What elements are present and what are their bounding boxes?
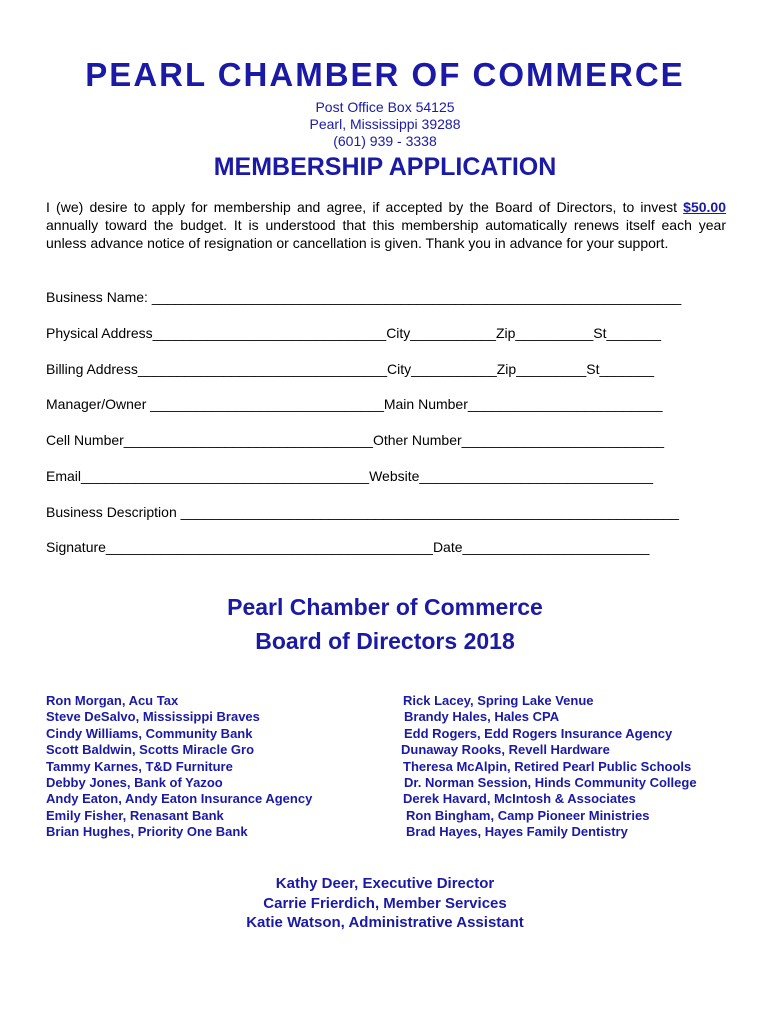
director-item: Theresa McAlpin, Retired Pearl Public Schools — [403, 758, 692, 774]
director-item: Scott Baldwin, Scotts Miracle Gro — [46, 742, 255, 758]
directors-left-column — [46, 693, 312, 841]
director-item: Ron Bingham, Camp Pioneer Ministries — [406, 807, 650, 823]
director-item: Andy Eaton, Andy Eaton Insurance Agency — [46, 791, 313, 807]
staff-item: Katie Watson, Administrative Assistant — [246, 914, 524, 931]
signature-date-field[interactable]: Signature__________________________________________Date________________________ — [46, 539, 650, 555]
director-item: Brian Hughes, Priority One Bank — [46, 824, 248, 840]
business-description-field[interactable]: Business Description ________________________________________________________________ — [46, 504, 679, 520]
cell-number-field[interactable]: Cell Number________________________________Other Number__________________________ — [46, 432, 665, 448]
email-website-field[interactable]: Email_____________________________________Website______________________________ — [46, 468, 653, 484]
director-item: Dunaway Rooks, Revell Hardware — [401, 742, 610, 758]
director-item: Edd Rogers, Edd Rogers Insurance Agency — [404, 725, 673, 741]
membership-fee: $50.00 — [683, 199, 726, 215]
director-item: Rick Lacey, Spring Lake Venue — [403, 693, 594, 708]
form-title: MEMBERSHIP APPLICATION — [213, 153, 557, 181]
organization-title: PEARL CHAMBER OF COMMERCE — [85, 56, 685, 93]
intro-text-end: annually toward the budget. It is understood that this membership automatically renews itself each year unless advance notice of resignation or cancellation is given. Thank you in advance for your support. — [46, 217, 726, 251]
intro-paragraph — [46, 198, 726, 252]
directors-right-column — [400, 693, 697, 841]
director-item: Tammy Karnes, T&D Furniture — [46, 758, 233, 774]
board-title-line-2: Board of Directors 2018 — [255, 628, 515, 654]
director-item: Brandy Hales, Hales CPA — [404, 709, 560, 725]
director-item: Ron Morgan, Acu Tax — [46, 693, 179, 708]
staff-item: Carrie Frierdich, Member Services — [263, 894, 507, 912]
intro-text-start: I (we) desire to apply for membership and agree, if accepted by the Board of Directors, to invest — [46, 199, 684, 215]
address-line-1: Post Office Box 54125 — [315, 99, 455, 115]
staff-item: Kathy Deer, Executive Director — [275, 875, 495, 892]
staff-list — [0, 874, 770, 933]
director-item: Dr. Norman Session, Hinds Community College — [404, 775, 697, 791]
physical-address-field[interactable]: Physical Address______________________________City___________Zip__________St_______ — [46, 325, 661, 341]
director-item: Steve DeSalvo, Mississippi Braves — [46, 709, 260, 725]
board-title-line-1: Pearl Chamber of Commerce — [227, 594, 543, 620]
director-item: Derek Havard, McIntosh & Associates — [403, 791, 636, 807]
phone-number: (601) 939 - 3338 — [333, 133, 437, 149]
manager-owner-field[interactable]: Manager/Owner ______________________________Main Number_________________________ — [46, 396, 663, 412]
director-item: Emily Fisher, Renasant Bank — [46, 807, 224, 823]
director-item: Debby Jones, Bank of Yazoo — [46, 775, 223, 791]
business-name-field[interactable]: Business Name: ____________________________________________________________________ — [46, 289, 682, 305]
director-item: Brad Hayes, Hayes Family Dentistry — [406, 824, 628, 840]
director-item: Cindy Williams, Community Bank — [46, 725, 253, 741]
billing-address-field[interactable]: Billing Address________________________________City___________Zip_________St_______ — [46, 361, 654, 377]
address-line-2: Pearl, Mississippi 39288 — [309, 116, 461, 132]
board-title — [0, 590, 770, 658]
